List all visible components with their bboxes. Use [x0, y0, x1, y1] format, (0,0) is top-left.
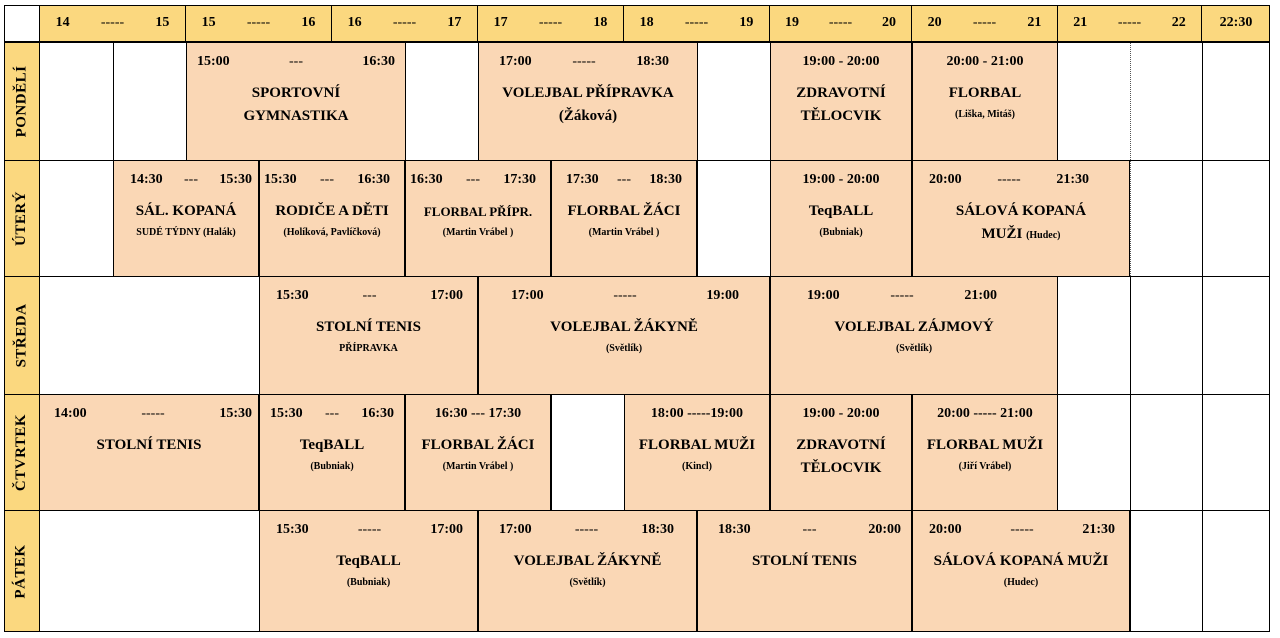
header-slot-18-19	[624, 5, 770, 43]
event-time-part: -----	[572, 54, 596, 69]
day-name: PÁTEK	[13, 544, 29, 599]
day-name: PONDĚLÍ	[13, 65, 29, 138]
event-title: ZDRAVOTNÍ	[796, 437, 886, 453]
event-time-part: 20:00 - 21:00	[946, 54, 1024, 69]
event-florbal-zaci	[405, 395, 551, 510]
event-time-part: 15:30	[276, 288, 309, 303]
event-time	[260, 161, 404, 199]
event-volejbal-pripravka	[478, 43, 698, 160]
event-time-part: 16:30	[361, 406, 394, 421]
event-time	[771, 43, 911, 81]
event-title: TeqBALL	[808, 203, 874, 219]
event-note: (Kincl)	[682, 461, 712, 472]
slot-dash: -----	[538, 15, 563, 30]
event-time-part: 15:30	[219, 172, 252, 187]
event-title: VOLEJBAL ŽÁKYNĚ	[513, 553, 662, 569]
day-name: STŘEDA	[13, 303, 30, 368]
slot-end: 18	[593, 15, 608, 30]
day-label-friday	[4, 511, 40, 632]
event-note: PŘÍPRAVKA	[339, 343, 398, 354]
slot-dash: -----	[246, 15, 271, 30]
event-note: (Martin Vrábel )	[442, 227, 514, 238]
event-note: (Martin Vrábel )	[442, 461, 514, 472]
event-note: (Jiří Vrábel)	[958, 461, 1012, 472]
header-slot-19-20	[770, 5, 912, 43]
event-note: SUDÉ TÝDNY (Halák)	[136, 227, 236, 238]
event-title: TĚLOCVIK	[800, 460, 882, 476]
slot-end: 16	[301, 15, 316, 30]
event-note: (Světlík)	[569, 577, 606, 588]
event-title: FLORBAL	[948, 85, 1022, 101]
event-time-part: 17:00	[499, 54, 532, 69]
header-slot-14-15	[40, 5, 186, 43]
header-slot-17-18	[478, 5, 624, 43]
event-title: TeqBALL	[299, 437, 365, 453]
event-time-part: 18:00 -----19:00	[650, 406, 744, 421]
event-time-part: 18:30	[636, 54, 669, 69]
event-time-part: 15:30	[276, 522, 309, 537]
event-stolni-tenis	[697, 511, 912, 632]
event-title: SÁL. KOPANÁ	[135, 203, 237, 219]
event-time-part: 17:00	[511, 288, 544, 303]
event-volejbal-zakyne	[478, 511, 697, 632]
event-title: RODIČE A DĚTI	[275, 203, 389, 219]
event-time-part: 21:30	[1082, 522, 1115, 537]
event-stolni-tenis-pripravka	[259, 277, 478, 394]
event-title: FLORBAL MUŽI	[638, 437, 756, 453]
day-row-wednesday	[40, 277, 1270, 395]
event-time-part: 15:30	[219, 406, 252, 421]
event-time-part: 16:30	[410, 172, 443, 187]
event-florbal	[912, 43, 1058, 160]
event-time	[913, 161, 1129, 199]
day-label-monday	[4, 43, 40, 161]
event-time	[771, 161, 911, 199]
event-time-part: 20:00	[868, 522, 901, 537]
event-note: (Bubniak)	[310, 461, 354, 472]
slot-dash: -----	[828, 15, 853, 30]
event-salova-kopana-muzi	[912, 161, 1130, 276]
event-time	[913, 511, 1129, 549]
header-corner	[4, 5, 40, 43]
event-time-part: 20:00	[929, 172, 962, 187]
slot-dash: -----	[392, 15, 417, 30]
event-time	[260, 277, 477, 315]
day-row-tuesday	[40, 161, 1270, 277]
event-time-part: ---	[466, 172, 480, 187]
event-volejbal-zakyne	[478, 277, 770, 394]
event-time-part: 20:00 ----- 21:00	[937, 406, 1033, 421]
event-title: ZDRAVOTNÍ	[796, 85, 886, 101]
event-time	[698, 511, 911, 549]
event-time-part: ---	[184, 172, 198, 187]
event-zdravotni-telocvik	[770, 43, 912, 160]
header-slot-20-21	[912, 5, 1058, 43]
event-time-part: 15:00	[197, 54, 230, 69]
event-zdravotni-telocvik	[770, 395, 912, 510]
event-note: (Bubniak)	[819, 227, 863, 238]
event-time-part: 15:30	[264, 172, 297, 187]
event-time	[479, 277, 769, 315]
event-time-part: 15:30	[270, 406, 303, 421]
event-time-part: 16:30 --- 17:30	[434, 406, 522, 421]
event-time	[114, 161, 258, 199]
event-time-part: 17:30	[503, 172, 536, 187]
event-teqball	[259, 395, 405, 510]
event-time-part: -----	[997, 172, 1021, 187]
event-note: (Martin Vrábel )	[588, 227, 660, 238]
event-florbal-muzi-2	[912, 395, 1058, 510]
event-teqball	[259, 511, 478, 632]
event-title: TĚLOCVIK	[800, 108, 882, 124]
event-time-part: 18:30	[641, 522, 674, 537]
event-title: MUŽI (Hudec)	[981, 226, 1061, 242]
slot-start: 20	[927, 15, 942, 30]
event-time-part: 21:00	[964, 288, 997, 303]
event-teqball	[770, 161, 912, 276]
event-time	[479, 511, 696, 549]
event-time	[913, 43, 1057, 81]
event-rodice-a-deti	[259, 161, 405, 276]
day-name: ÚTERÝ	[13, 190, 30, 247]
event-time-part: -----	[574, 522, 599, 537]
event-volejbal-zajmovy	[770, 277, 1058, 394]
event-time-part: ---	[289, 54, 303, 69]
slot-start: 22:30	[1219, 15, 1253, 30]
event-sal-kopana	[113, 161, 259, 276]
event-note: (Hudec)	[1003, 577, 1039, 588]
event-note: (Bubniak)	[346, 577, 391, 588]
event-time-part: 19:00 - 20:00	[802, 406, 880, 421]
event-salova-kopana-muzi	[912, 511, 1130, 632]
event-time-part: 17:00	[430, 288, 463, 303]
event-time	[771, 277, 1057, 315]
event-title: FLORBAL PŘÍPR.	[423, 204, 533, 219]
event-time-part: 18:30	[718, 522, 751, 537]
event-time	[552, 161, 696, 199]
event-note: (Holíková, Pavlíčková)	[283, 227, 381, 238]
event-title: VOLEJBAL ŽÁKYNĚ	[550, 319, 698, 335]
event-florbal-zaci	[551, 161, 697, 276]
event-title: VOLEJBAL PŘÍPRAVKA	[502, 85, 674, 101]
event-time	[406, 161, 550, 199]
day-row-thursday	[40, 395, 1270, 511]
slot-dash: -----	[684, 15, 709, 30]
event-title: SPORTOVNÍ	[251, 85, 341, 101]
event-time-part: -----	[890, 288, 914, 303]
event-time-part: ---	[325, 406, 339, 421]
event-time	[260, 395, 404, 433]
event-title: (Žáková)	[558, 108, 618, 124]
event-time-part: -----	[141, 406, 165, 421]
event-time-part: 19:00 - 20:00	[802, 54, 880, 69]
event-note: (Světlík)	[605, 343, 643, 354]
slot-dash: -----	[100, 15, 125, 30]
slot-end: 21	[1027, 15, 1042, 30]
event-title: FLORBAL ŽÁCI	[567, 203, 681, 219]
event-sportovni-gymnastika	[186, 43, 406, 160]
event-time-part: 19:00	[807, 288, 840, 303]
event-time-part: 16:30	[362, 54, 395, 69]
slot-start: 21	[1073, 15, 1088, 30]
event-time	[771, 395, 911, 433]
event-title: VOLEJBAL ZÁJMOVÝ	[834, 319, 994, 335]
event-time-part: 16:30	[357, 172, 390, 187]
event-time-part: ---	[320, 172, 334, 187]
day-label-tuesday	[4, 161, 40, 277]
event-title: SÁLOVÁ KOPANÁ	[955, 203, 1087, 219]
event-time	[625, 395, 769, 433]
event-florbal-pripr	[405, 161, 551, 276]
event-note: (Světlík)	[895, 343, 933, 354]
event-florbal-muzi	[624, 395, 770, 510]
event-time	[406, 395, 550, 433]
event-time	[187, 43, 405, 81]
slot-start: 17	[493, 15, 508, 30]
slot-start: 14	[55, 15, 70, 30]
event-title: FLORBAL MUŽI	[926, 437, 1044, 453]
event-time-part: ---	[362, 288, 377, 303]
slot-end: 19	[739, 15, 754, 30]
event-title: FLORBAL ŽÁCI	[421, 437, 535, 453]
event-time	[40, 395, 258, 433]
event-time-part: 18:30	[649, 172, 682, 187]
event-title: STOLNÍ TENIS	[316, 319, 421, 335]
day-row-monday	[40, 43, 1270, 161]
event-time-part: 17:00	[499, 522, 532, 537]
header-slot-2230	[1202, 5, 1270, 43]
header-slot-21-22	[1058, 5, 1202, 43]
event-title: TeqBALL	[336, 553, 401, 569]
event-title: SÁLOVÁ KOPANÁ MUŽI	[933, 553, 1109, 569]
slot-start: 16	[347, 15, 362, 30]
slot-end: 20	[882, 15, 897, 30]
event-time-part: -----	[357, 522, 382, 537]
event-time-part: 20:00	[929, 522, 962, 537]
slot-dash: -----	[972, 15, 997, 30]
event-time-part: ---	[802, 522, 817, 537]
slot-end: 22	[1171, 15, 1186, 30]
day-name: ČTVRTEK	[13, 413, 29, 492]
event-time-part: -----	[1010, 522, 1034, 537]
event-time-part: 17:00	[430, 522, 463, 537]
event-time-part: 19:00 - 20:00	[802, 172, 880, 187]
event-time-part: 21:30	[1056, 172, 1089, 187]
event-time-part: 14:30	[130, 172, 163, 187]
slot-start: 15	[201, 15, 216, 30]
event-time-part: -----	[613, 288, 637, 303]
event-time-part: ---	[617, 172, 631, 187]
slot-end: 15	[155, 15, 170, 30]
header-slot-15-16	[186, 5, 332, 43]
event-time	[479, 43, 697, 81]
slot-end: 17	[447, 15, 462, 30]
slot-start: 18	[639, 15, 654, 30]
event-time	[260, 511, 477, 549]
slot-start: 19	[784, 15, 799, 30]
day-row-friday	[40, 511, 1270, 632]
day-label-wednesday	[4, 277, 40, 395]
event-time-part: 14:00	[54, 406, 87, 421]
event-time	[913, 395, 1057, 433]
day-label-thursday	[4, 395, 40, 511]
header-slot-16-17	[332, 5, 478, 43]
schedule-table	[4, 5, 1270, 632]
event-time-part: 17:30	[566, 172, 599, 187]
event-title: STOLNÍ TENIS	[752, 553, 857, 569]
event-stolni-tenis	[40, 395, 259, 510]
event-title: STOLNÍ TENIS	[96, 437, 202, 453]
slot-dash: -----	[1117, 15, 1142, 30]
event-note: (Liška, Mitáš)	[955, 109, 1015, 120]
event-title: GYMNASTIKA	[243, 108, 349, 124]
event-time-part: 19:00	[706, 288, 739, 303]
